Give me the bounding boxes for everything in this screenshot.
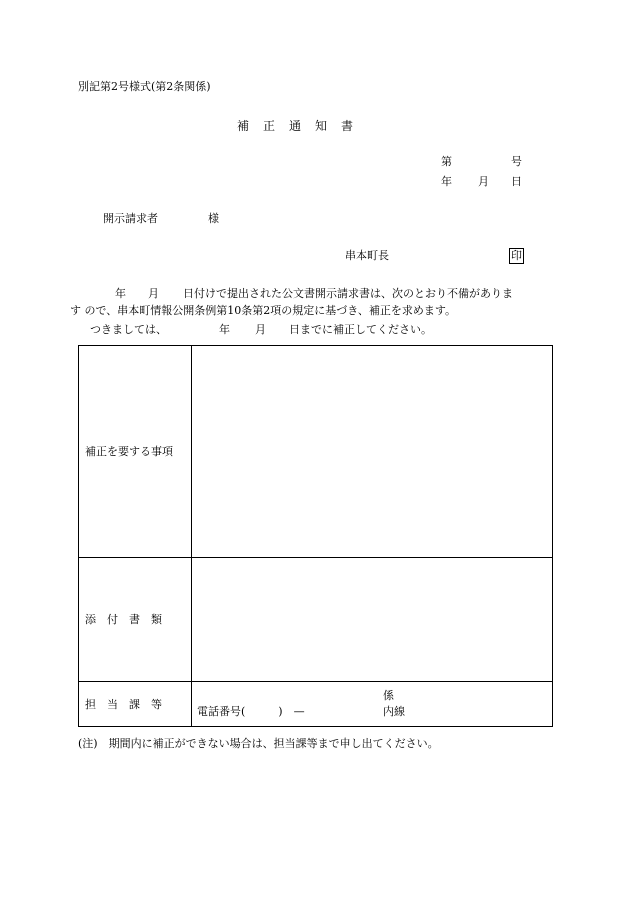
table-label: 添 付 書 類 xyxy=(79,558,192,682)
number-dai: 第 xyxy=(441,155,452,168)
seal-label: 印 xyxy=(511,249,522,262)
body-line1-text: 日付けで提出された公文書開示請求書は、次のとおり不備がありま xyxy=(183,287,513,300)
table-row xyxy=(79,558,553,682)
addressee-label: 開示請求者 xyxy=(103,212,158,225)
table-label: 担 当 課 等 xyxy=(79,682,192,727)
contact-phone: 電話番号( ) — xyxy=(197,705,305,718)
body-line2: す ので、串本町情報公開条例第10条第2項の規定に基づき、補正を求めます。 xyxy=(70,304,456,317)
issuer-name: 串本町長 xyxy=(345,249,389,262)
body-line1-month: 月 xyxy=(148,287,159,300)
attachments-field xyxy=(192,558,553,682)
document-title: 補 正 通 知 書 xyxy=(237,119,355,133)
table-row xyxy=(79,682,553,727)
body-line3-prefix: つきましては、 xyxy=(90,323,167,336)
table-label: 補正を要する事項 xyxy=(79,346,192,558)
date-month: 月 xyxy=(478,175,489,188)
contact-field xyxy=(192,682,553,727)
correction-items-field xyxy=(192,346,553,558)
date-year: 年 xyxy=(441,175,452,188)
body-line1-year: 年 xyxy=(115,287,126,300)
seal-mark xyxy=(509,248,524,264)
footnote: (注) 期間内に補正ができない場合は、担当課等まで申し出てください。 xyxy=(78,737,439,750)
body-line3-month: 月 xyxy=(255,323,266,336)
contact-kakari: 係 xyxy=(383,689,394,702)
body-line3-year: 年 xyxy=(219,323,230,336)
contact-naisen: 内線 xyxy=(383,705,405,718)
body-line3-text: 日までに補正してください。 xyxy=(289,323,432,336)
addressee-honorific: 様 xyxy=(208,212,219,225)
number-go: 号 xyxy=(511,155,522,168)
table-row xyxy=(79,346,553,558)
date-day: 日 xyxy=(511,175,522,188)
form-header: 別記第2号様式(第2条関係) xyxy=(78,80,211,93)
correction-table xyxy=(78,345,553,727)
